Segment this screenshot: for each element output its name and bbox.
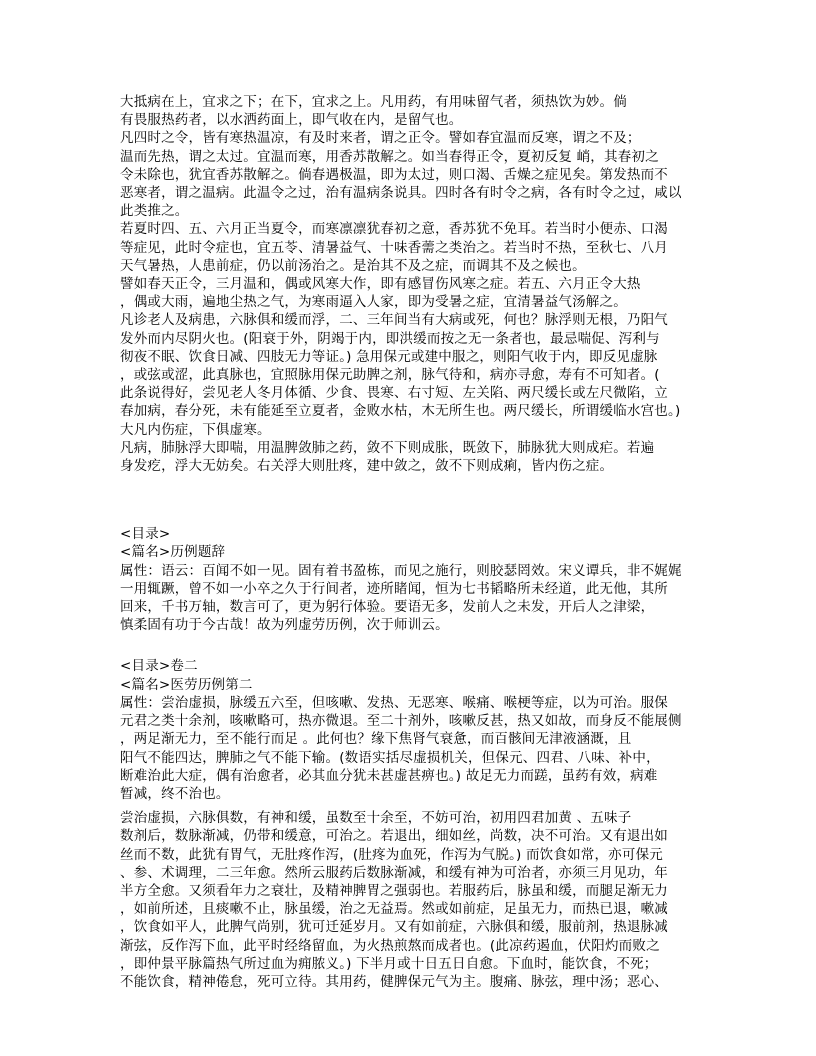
text-line: 凡四时之令，皆有寒热温凉，有及时来者，谓之正令。譬如春宜温而反寒，谓之不及； bbox=[120, 130, 641, 147]
text-line: 丝而不数，此犹有胃气，无肚疼作泻，(肚疼为血死，作泻为气脱。) 而饮食如常，亦可保元 bbox=[120, 846, 663, 863]
text-line: 尝治虚损，六脉俱数，有神和缓，虽数至十余至，不妨可治，初用四君加黄 、五味子 bbox=[120, 810, 632, 827]
text-line: 元君之类十余剂，咳嗽略可，热亦微退。至二十剂外，咳嗽反甚，热又如故，而身反不能展侧 bbox=[120, 713, 682, 730]
text-line: 凡诊老人及病患，六脉俱和缓而浮，二、三年间当有大病或死，何也？脉浮则无根，乃阳气 bbox=[120, 312, 668, 329]
toc-marker-line: <目录>卷二 bbox=[120, 658, 198, 675]
text-block-lili-tici bbox=[120, 525, 702, 634]
text-line: ，即仲景平脉篇热气所过血为痈脓义。) 下半月或十日五日自愈。下血时，能饮食，不死； bbox=[120, 955, 658, 972]
text-line: 一用辄蹶，曾不如一小卒之久于行间者，迹所睹闻，恒为七书韬略所未经道，此无他，其所 bbox=[120, 580, 668, 597]
text-line: 春加病，春分死，未有能延至立夏者，金败水枯，木无所生也。两尺缓长，所谓缓临水宫也。) bbox=[120, 403, 681, 420]
text-line: 渐弦，反作泻下血，此平时经络留血，为火热煎熬而成者也。(此凉药遏血，伏阳灼而败之 bbox=[120, 937, 660, 954]
text-line: 慎柔固有功于今古哉！故为列虚劳历例，次于师训云。 bbox=[120, 617, 449, 634]
text-line: 身发疙，浮大无妨矣。右关浮大则肚疼，建中敛之，敛不下则成痢，皆内伤之症。 bbox=[120, 458, 614, 475]
text-line: ，两足渐无力，至不能行而足 。此何也？缘下焦肾气衰惫，而百骸间无津液涵溉，且 bbox=[120, 731, 632, 748]
text-line: ，饮食如平人，此脾气尚别，犹可迁延岁月。又有如前症，六脉俱和缓，服前剂，热退脉减 bbox=[120, 919, 668, 936]
text-line: 令未除也，犹宜香苏散解之。倘春遇极温，即为太过，则口渴、舌燥之症见矣。第发热而不 bbox=[120, 166, 668, 183]
text-line: 天气暑热，人患前症，仍以前汤治之。是治其不及之症，而调其不及之候也。 bbox=[120, 257, 586, 274]
text-line: 恶寒者，谓之温病。此温令之过，治有温病条说具。四时各有时令之病，各有时令之过，咸以 bbox=[120, 185, 682, 202]
text-line: 发外而内尽阴火也。(阳衰于外，阴竭于内，即洪缓而按之无一条者也，最忌喘促、泻利与 bbox=[120, 330, 660, 347]
text-line: 属性：尝治虚损，脉缓五六至，但咳嗽、发热、无恶寒、喉痛、喉梗等症，以为可治。服保 bbox=[120, 694, 668, 711]
section-title-line: <篇名>医劳历例第二 bbox=[120, 676, 253, 693]
text-block-shixun bbox=[120, 93, 702, 475]
text-block-yilao-lili bbox=[120, 657, 702, 991]
text-line: ，或弦或涩，此真脉也，宜照脉用保元助脾之剂，脉气待和，病亦寻愈，寿有不可知者。( bbox=[120, 367, 660, 384]
section-title-line: <篇名>历例题辞 bbox=[120, 544, 226, 561]
text-line: 大抵病在上，宜求之下；在下，宜求之上。凡用药，有用味留气者，须热饮为妙。倘 bbox=[120, 94, 627, 110]
text-line: 阳气不能四达，脾肺之气不能下输。(数语实括尽虚损机关，但保元、四君、八味、补中， bbox=[120, 749, 660, 766]
text-line: 等症见，此时令症也，宜五苓、清暑益气、十味香薷之类治之。若当时不热，至秋七、八月 bbox=[120, 239, 668, 256]
text-line: 数剂后，数脉渐减，仍带和缓意，可治之。若退出，细如丝，尚数，决不可治。又有退出如 bbox=[120, 828, 668, 845]
document-page bbox=[120, 93, 702, 991]
text-line: 若夏时四、五、六月正当夏令，而寒凛凛犹春初之意，香苏犹不免耳。若当时小便赤、口渴 bbox=[120, 221, 668, 238]
text-line: 断难治此大症，偶有治愈者，必其血分犹未甚虚甚痹也。) 故足无力而蹉，虽药有效，病难 bbox=[120, 767, 658, 784]
text-line: 属性：语云：百闻不如一见。固有着书盈栋，而见之施行，则胶瑟罔效。宋义谭兵，非不娓娓 bbox=[120, 562, 682, 579]
text-line: 此条说得好，尝见老人冬月体循、少食、畏寒、右寸短、左关陷、两尺缓长或左尺微陷，立 bbox=[120, 385, 668, 402]
text-line: 凡病，肺脉浮大即喘，用温脾敛肺之药，敛不下则成胀，既敛下，肺脉犹大则成疟。若遍 bbox=[120, 439, 655, 456]
text-line: 、参、术调理，二三年愈。然所云服药后数脉渐减，和缓有神为可治者，亦须三月见功，年 bbox=[120, 864, 668, 881]
text-line: 回来，千书万轴，数言可了，更为躬行体验。要语无多，发前人之未发，开后人之津梁， bbox=[120, 599, 655, 616]
text-line: 此类推之。 bbox=[120, 203, 189, 220]
toc-marker-line: <目录> bbox=[120, 526, 171, 543]
text-line: ，如前所述，且痰嗽不止，脉虽缓，治之无益焉。然或如前症，足虽无力，而热已退，嗽减 bbox=[120, 901, 668, 918]
text-line: 有畏服热药者，以水洒药面上，即气收在内，是留气也。 bbox=[120, 112, 463, 129]
text-line: 不能饮食，精神倦怠，死可立待。其用药，健脾保元气为主。腹痛、脉弦，理中汤；恶心、 bbox=[120, 973, 668, 990]
text-line: 暂减，终不治也。 bbox=[120, 785, 230, 802]
text-line: 彻夜不眠、饮食日减、四肢无力等证。) 急用保元或建中服之，则阳气收于内，即反见虚脉 bbox=[120, 348, 658, 365]
text-line: ，偶或大雨，遍地尘热之气，为寒雨逼入人家，即为受暑之症，宜清暑益气汤解之。 bbox=[120, 294, 627, 311]
text-line: 温而先热，谓之太过。宜温而寒，用香苏散解之。如当春得正令，夏初反复 峭，其春初之 bbox=[120, 148, 659, 165]
text-line: 半方全愈。又须看年力之衰壮，及精神脾胃之强弱也。若服药后，脉虽和缓，而腿足渐无力 bbox=[120, 882, 668, 899]
text-line: 大凡内伤症，下俱虚寒。 bbox=[120, 421, 271, 438]
text-line: 譬如春天正令，三月温和，偶或风寒大作，即有感冒伤风寒之症。若五、六月正令大热 bbox=[120, 276, 641, 293]
